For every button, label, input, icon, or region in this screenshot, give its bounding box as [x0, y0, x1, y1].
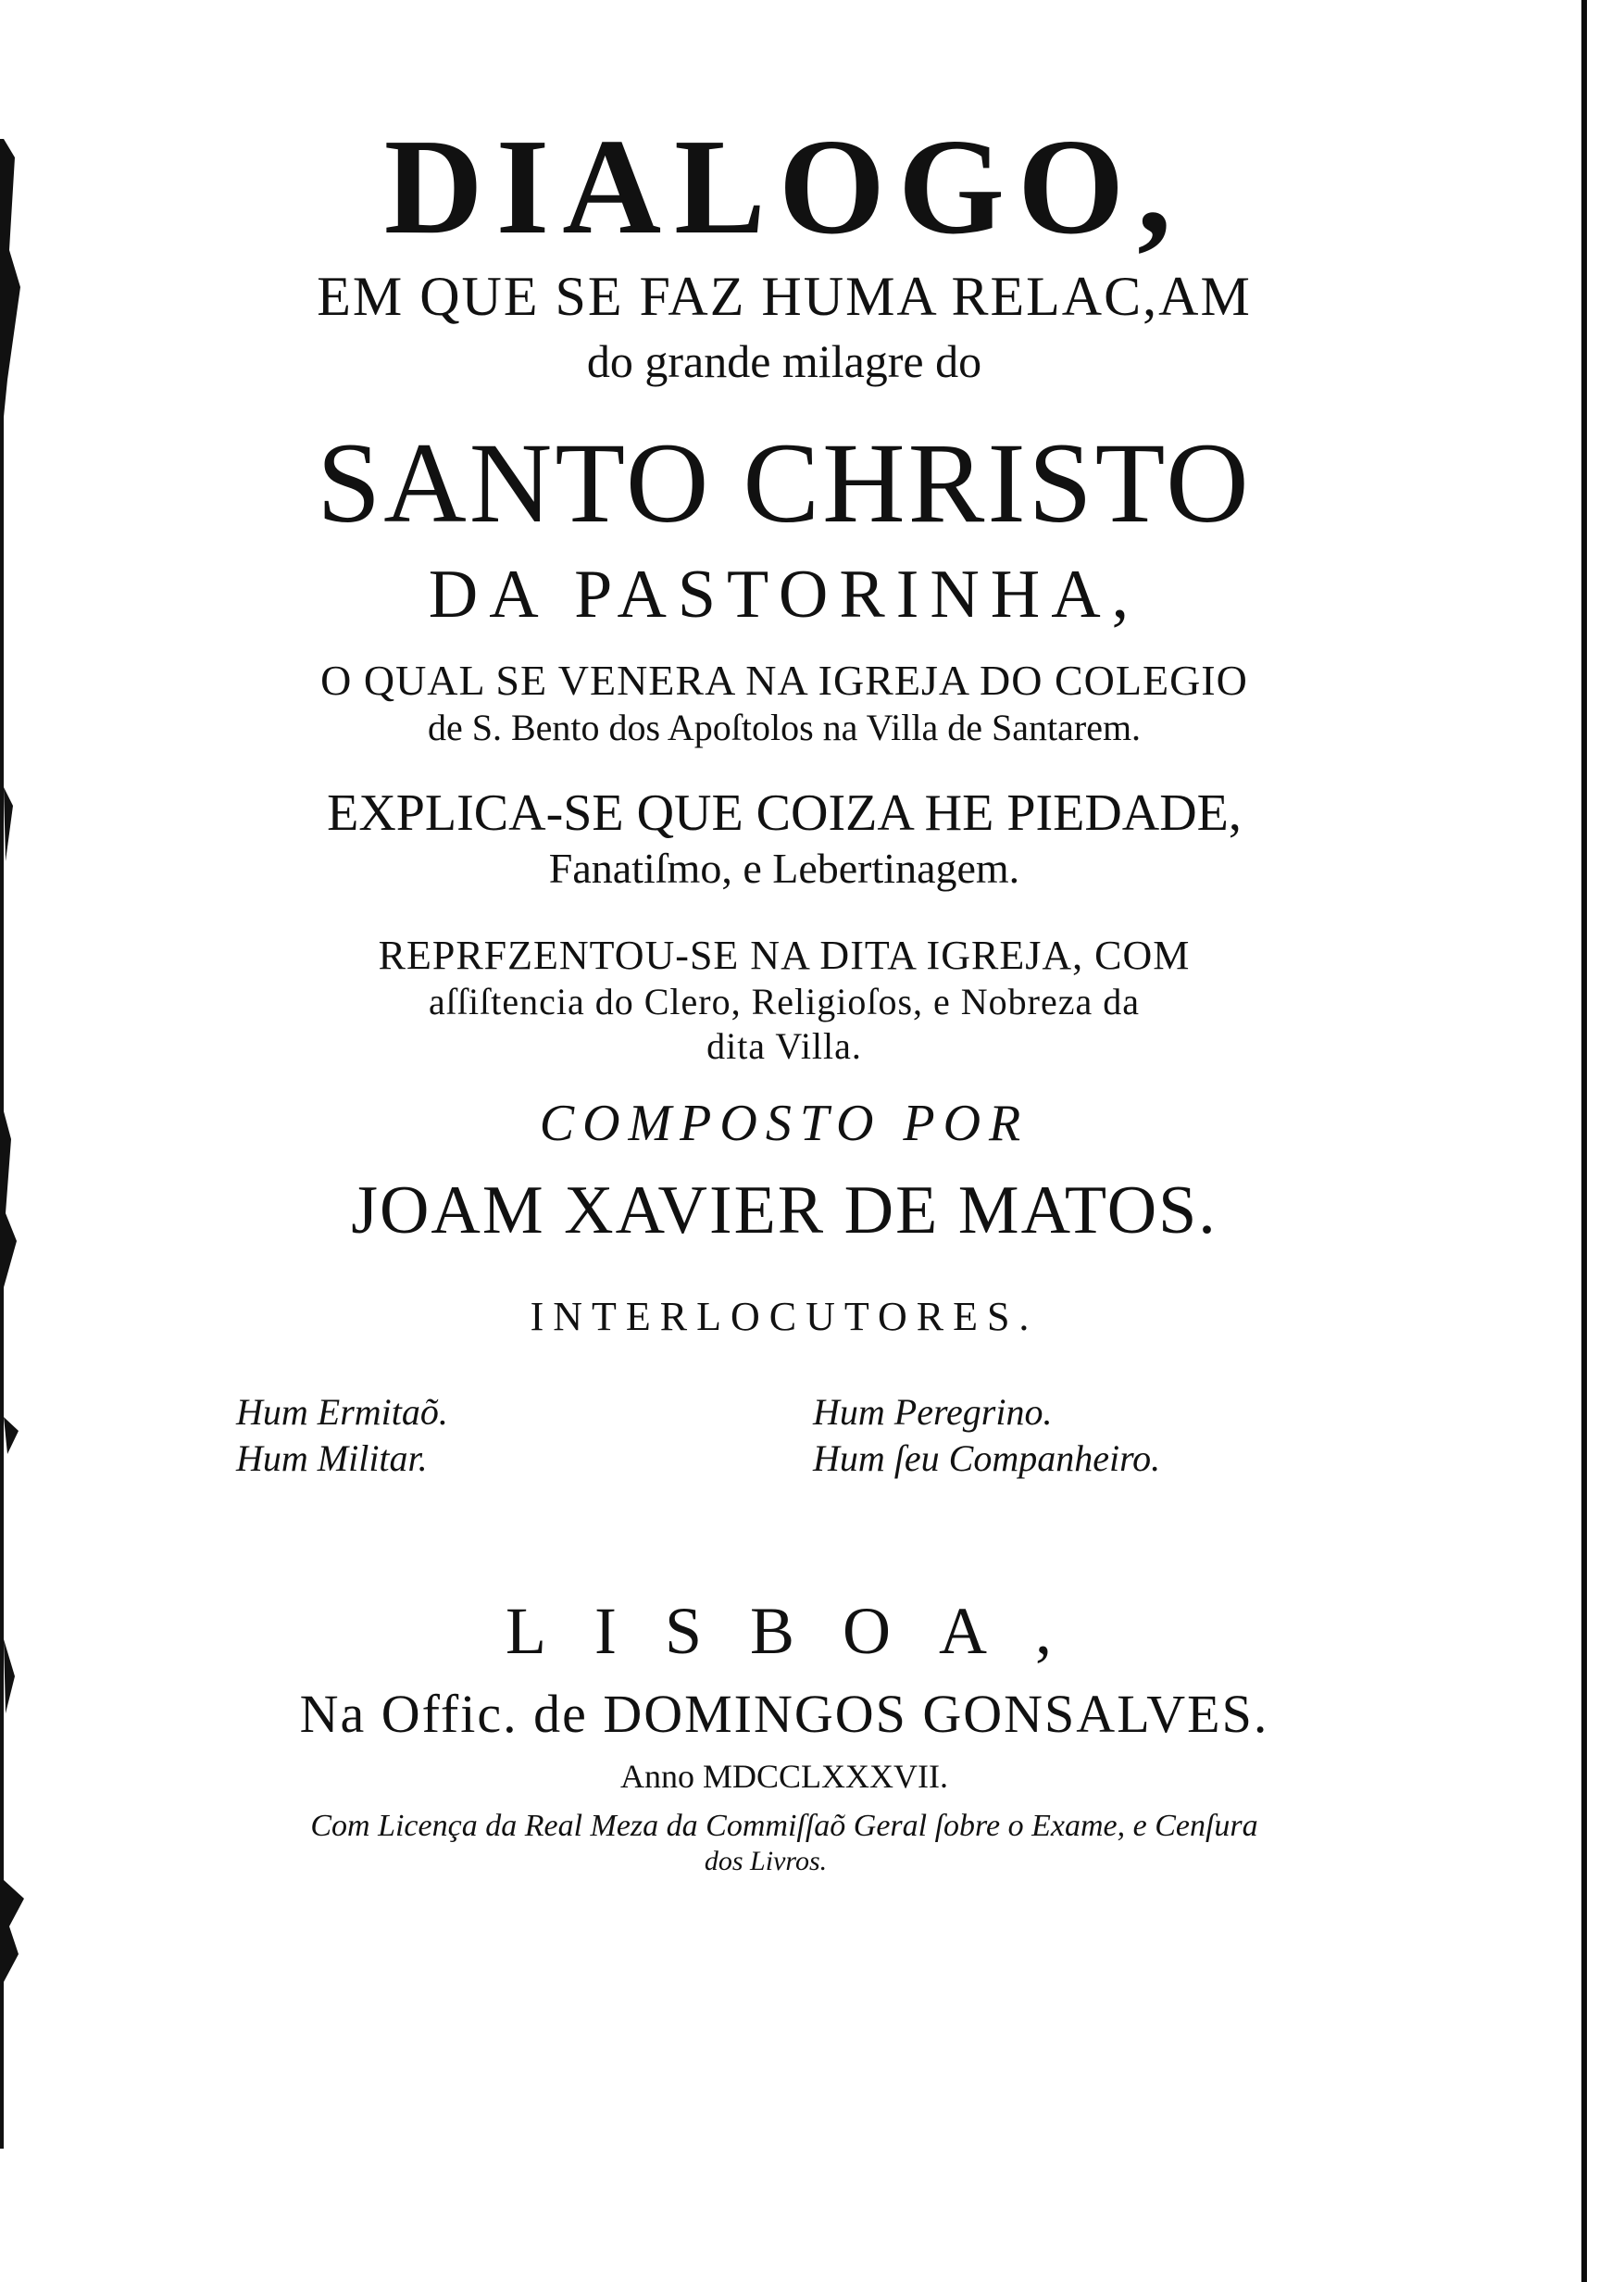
license-line-1: Com Licença da Real Meza da Commiſſaõ Geral ſobre o Exame, e Cenſura	[310, 1809, 1258, 1843]
performance-line-1: REPRFZENTOU-SE NA DITA IGREJA, COM	[378, 933, 1191, 978]
location-line-1: O QUAL SE VENERA NA IGREJA DO COLEGIO	[320, 657, 1248, 704]
imprint-printer: Na Offic. de DOMINGOS GONSALVES.	[299, 1684, 1269, 1744]
license-line-2: dos Livros.	[704, 1846, 828, 1876]
theme-line-2: Fanatiſmo, e Lebertinagem.	[548, 845, 1020, 892]
interlocutor-companheiro: Hum ſeu Companheiro.	[813, 1437, 1161, 1479]
subtitle-line-1: EM QUE SE FAZ HUMA RELAC,AM	[317, 266, 1252, 327]
subject-heading: SANTO CHRISTO	[317, 420, 1252, 546]
subject-heading-2: DA PASTORINHA,	[428, 557, 1141, 633]
imprint-year: Anno MDCCLXXXVII.	[620, 1758, 948, 1795]
interlocutor-ermitao: Hum Ermitaõ.	[236, 1391, 448, 1433]
theme-line-1: EXPLICA-SE QUE COIZA HE PIEDADE,	[327, 784, 1242, 842]
performance-line-2: aſſiſtencia do Clero, Religioſos, e Nobreza da	[429, 981, 1140, 1022]
interlocutor-peregrino: Hum Peregrino.	[813, 1391, 1053, 1433]
location-line-2: de S. Bento dos Apoſtolos na Villa de Santarem.	[427, 707, 1142, 748]
composed-by: COMPOSTO POR	[539, 1095, 1030, 1152]
author-name: JOAM XAVIER DE MATOS.	[351, 1172, 1218, 1248]
book-title: DIALOGO,	[383, 111, 1185, 263]
interlocutors-heading: INTERLOCUTORES.	[530, 1294, 1039, 1339]
imprint-city: LISBOA,	[505, 1594, 1100, 1668]
interlocutor-militar: Hum Militar.	[236, 1437, 428, 1479]
subtitle-line-2: do grande milagre do	[586, 335, 982, 387]
performance-line-3: dita Villa.	[706, 1025, 862, 1067]
